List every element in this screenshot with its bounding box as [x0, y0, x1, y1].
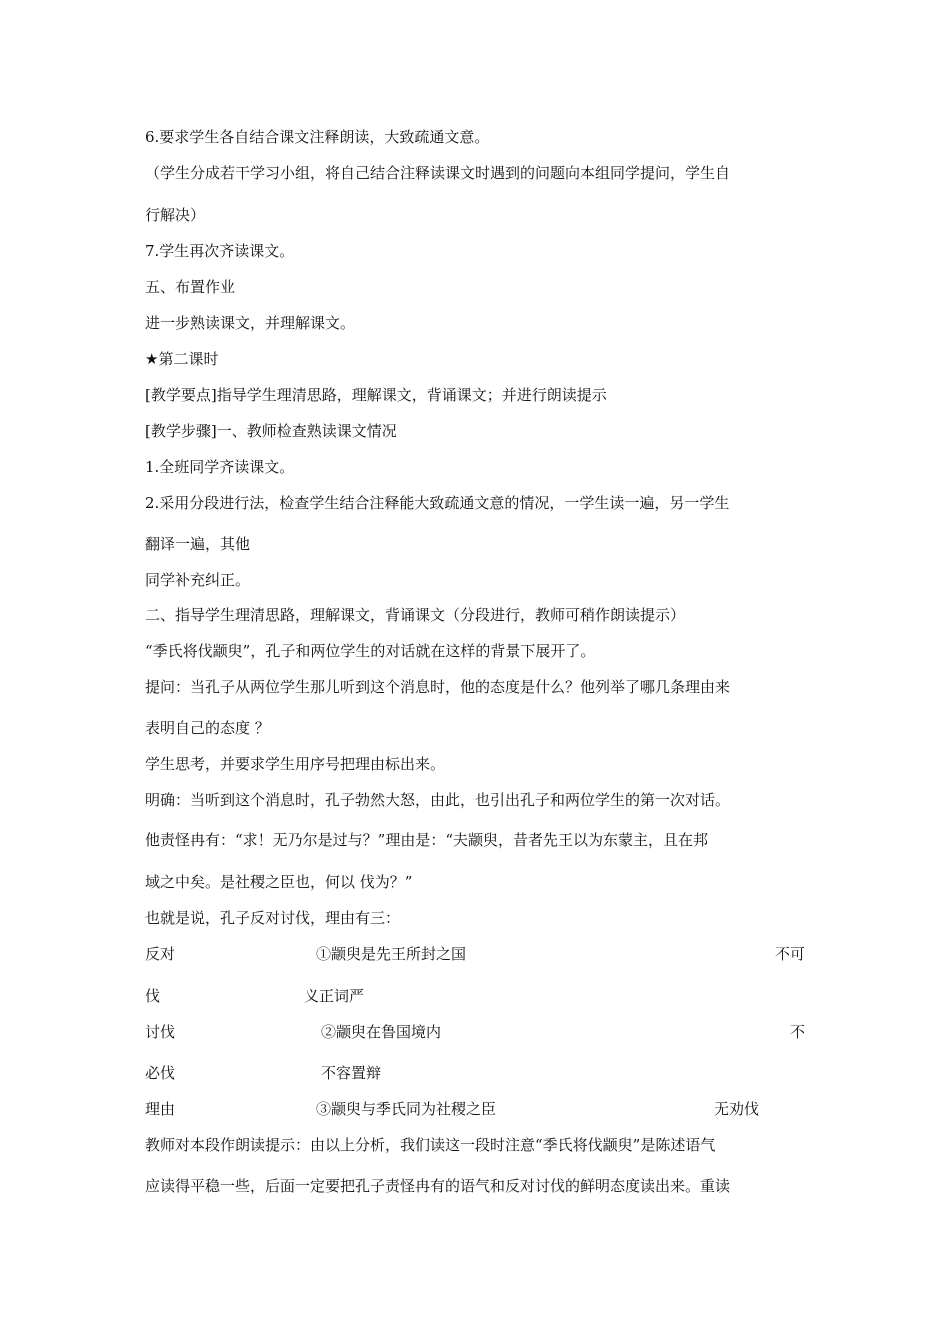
star-icon: ★: [145, 350, 159, 368]
table-cell: ②颛臾在鲁国境内: [321, 1023, 442, 1041]
paragraph-line: 教师对本段作朗读提示：由以上分析，我们读这一段时注意“季氏将伐颛臾”是陈述语气: [145, 1136, 716, 1154]
paragraph-line: 翻译一遍，其他: [145, 535, 251, 553]
paragraph-line: 明确：当听到这个消息时，孔子勃然大怒，由此，也引出孔子和两位学生的第一次对话。: [145, 791, 731, 809]
paragraph-line: [教学要点]指导学生理清思路，理解课文，背诵课文；并进行朗读提示: [145, 386, 607, 404]
paragraph-line: 6.要求学生各自结合课文注释朗读，大致疏通文意。: [145, 128, 490, 146]
lesson-heading-text: 第二课时: [158, 350, 219, 368]
table-cell: 讨伐: [145, 1023, 176, 1041]
paragraph-line: 1.全班同学齐读课文。: [145, 458, 295, 476]
table-cell: ③颛臾与季氏同为社稷之臣: [316, 1100, 497, 1118]
paragraph-line: 同学补充纠正。: [145, 571, 251, 589]
table-cell: 理由: [145, 1100, 176, 1118]
section-heading: 五、布置作业: [145, 278, 236, 296]
paragraph-line: 也就是说，孔子反对讨伐，理由有三：: [145, 909, 401, 927]
paragraph-line: 学生思考，并要求学生用序号把理由标出来。: [145, 755, 446, 773]
paragraph-line: 2.采用分段进行法，检查学生结合注释能大致疏通文意的情况，一学生读一遍，另一学生: [145, 494, 730, 512]
lesson-heading: [145, 349, 218, 369]
paragraph-line: [教学步骤]一、教师检查熟读课文情况: [145, 422, 397, 440]
table-cell: 伐: [145, 987, 161, 1005]
table-cell: 反对: [145, 945, 176, 963]
table-cell: 无劝伐: [714, 1100, 760, 1118]
paragraph-line: “季氏将伐颛臾”，孔子和两位学生的对话就在这样的背景下展开了。: [145, 642, 596, 660]
table-cell: 不可: [774, 945, 805, 963]
table-cell: 不: [789, 1023, 805, 1041]
paragraph-line: 行解决）: [145, 206, 206, 224]
paragraph-line: 应读得平稳一些，后面一定要把孔子责怪冉有的语气和反对讨伐的鲜明态度读出来。重读: [145, 1177, 731, 1195]
table-cell: 义正词严: [304, 987, 365, 1005]
table-cell: 不容置辩: [321, 1064, 382, 1082]
table-cell: ①颛臾是先王所封之国: [316, 945, 467, 963]
paragraph-line: 域之中矣。是社稷之臣也，何以 伐为？”: [145, 873, 413, 891]
paragraph-line: 表明自己的态度 ？: [145, 719, 270, 737]
paragraph-line: 他责怪冉有：“求！无乃尔是过与？”理由是：“夫颛臾，昔者先王以为东蒙主，且在邦: [145, 831, 709, 849]
paragraph-line: 7.学生再次齐读课文。: [145, 242, 295, 260]
table-cell: 必伐: [145, 1064, 176, 1082]
paragraph-line: 提问：当孔子从两位学生那儿听到这个消息时，他的态度是什么？他列举了哪几条理由来: [145, 678, 731, 696]
paragraph-line: 进一步熟读课文，并理解课文。: [145, 314, 356, 332]
section-heading: 二、指导学生理清思路，理解课文，背诵课文（分段进行，教师可稍作朗读提示）: [145, 606, 686, 624]
paragraph-line: （学生分成若干学习小组，将自己结合注释读课文时遇到的问题向本组同学提问，学生自: [145, 164, 731, 182]
